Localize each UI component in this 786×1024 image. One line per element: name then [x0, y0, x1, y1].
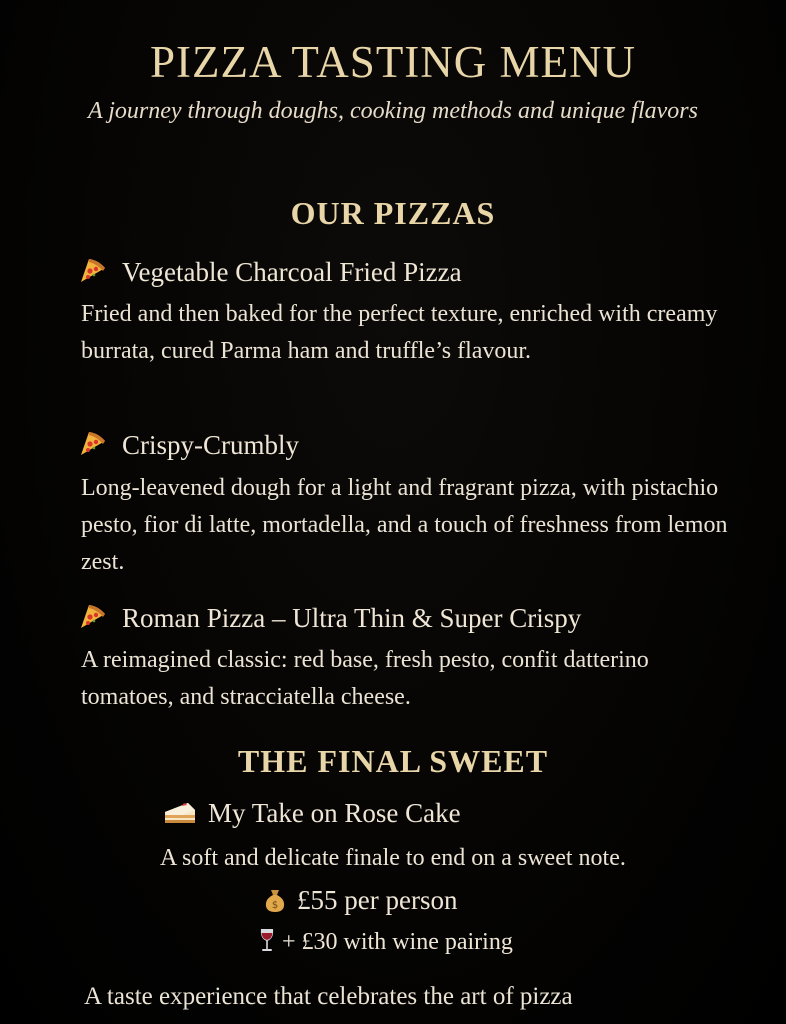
menu-item-name: Vegetable Charcoal Fried Pizza [122, 257, 462, 287]
wine-pairing-price [258, 927, 513, 956]
wine-glass-icon [258, 927, 276, 953]
section-heading-pizzas: OUR PIZZAS [290, 195, 496, 231]
wine-pairing-text: + £30 with wine pairing [282, 929, 513, 955]
page-subtitle: A journey through doughs, cooking methods and unique flavors [88, 98, 698, 124]
price-per-person-text: £55 per person [297, 885, 458, 915]
money-bag-icon [263, 887, 287, 913]
pizza-slice-icon [78, 601, 108, 631]
pizza-slice-icon [78, 428, 108, 458]
page-title: PIZZA TASTING MENU [149, 37, 637, 87]
dessert-description: A soft and delicate finale to end on a sweet note. [160, 845, 626, 871]
footer-tagline: A taste experience that celebrates the art of pizza [84, 983, 573, 1010]
menu-item-name: Roman Pizza – Ultra Thin & Super Crispy [122, 603, 582, 633]
cake-slice-icon [162, 798, 198, 826]
section-heading-dessert: THE FINAL SWEET [237, 743, 549, 779]
menu-item-title [78, 601, 581, 634]
pizza-slice-icon [78, 255, 108, 285]
menu-item-title [78, 428, 299, 461]
dessert-name: My Take on Rose Cake [208, 798, 461, 828]
menu-item-description: A reimagined classic: red base, fresh pesto, confit datterino tomatoes, and stracciatella cheese. [81, 647, 649, 710]
menu-item-title [78, 255, 462, 288]
menu-item-description: Fried and then baked for the perfect texture, enriched with creamy burrata, cured Parma ham and truffle’s flavour. [81, 301, 718, 364]
svg-text:$: $ [271, 900, 279, 911]
menu-item-name: Crispy-Crumbly [122, 430, 300, 460]
price-per-person [263, 885, 457, 916]
dessert-item-title [162, 798, 461, 829]
menu-item-description: Long-leavened dough for a light and fragrant pizza, with pistachio pesto, fior di latte, mortadella, and a touch of freshness from lemon zest. [81, 475, 728, 575]
